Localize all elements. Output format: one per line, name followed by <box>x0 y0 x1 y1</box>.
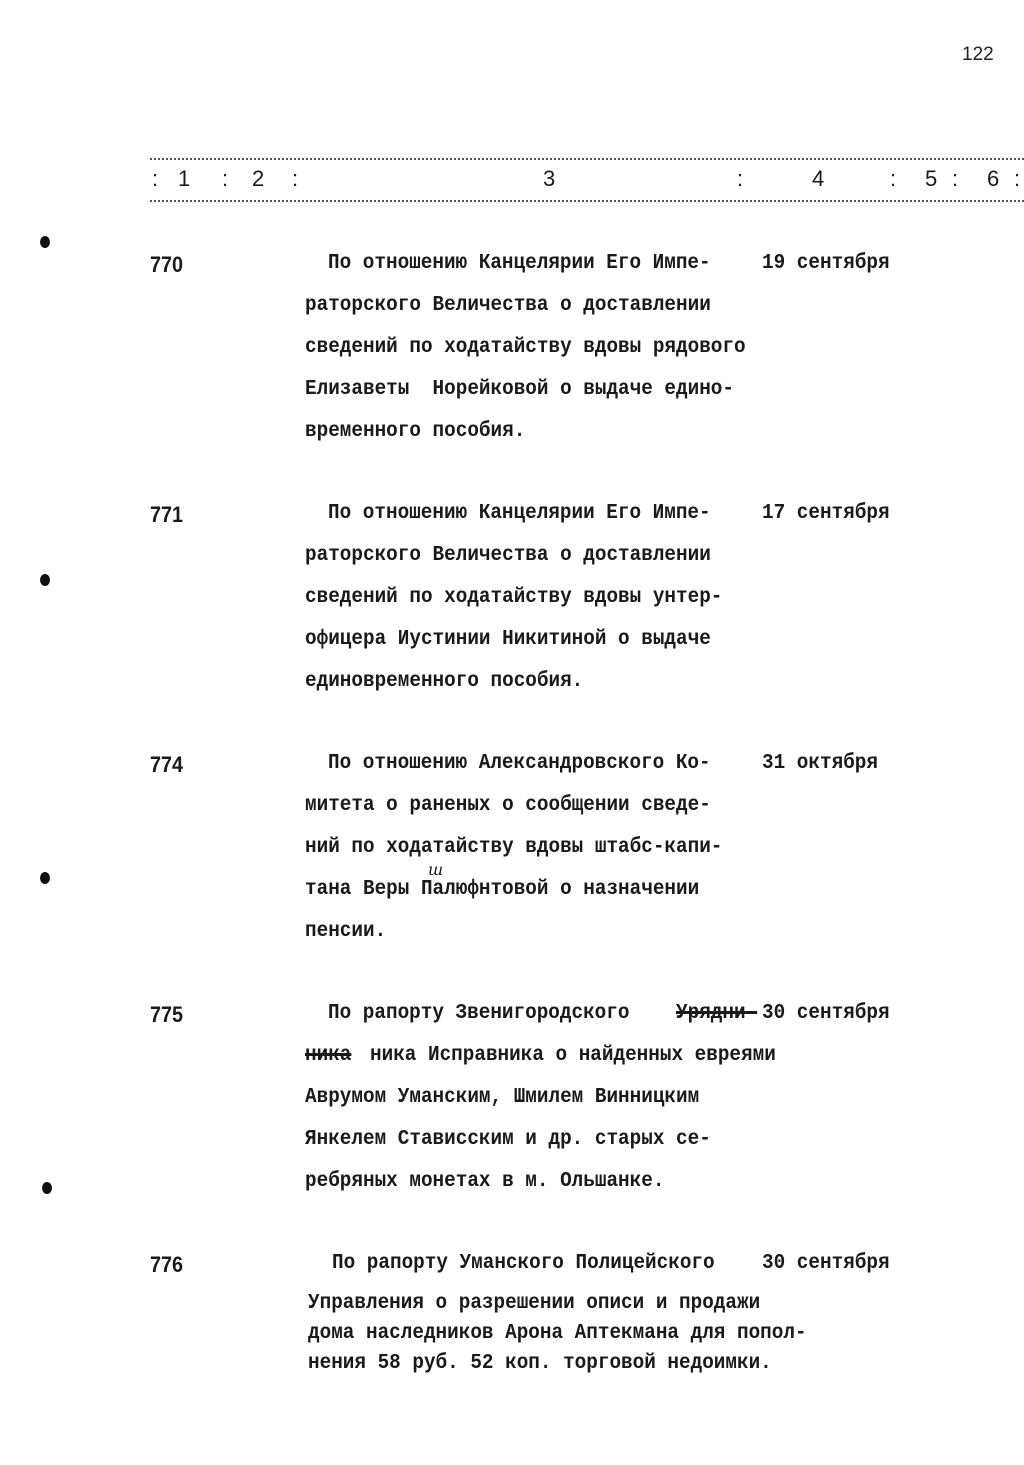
entry-text-line: Елизаветы Норейковой о выдаче едино- <box>305 378 734 401</box>
entry-number: 771 <box>150 502 184 527</box>
binding-hole-mark <box>40 574 50 586</box>
entry-text-line: По отношению Канцелярии Его Импе- <box>328 502 711 525</box>
entry-text-line: раторского Величества о доставлении <box>305 544 711 567</box>
entry-text-line: офицера Иустинии Никитиной о выдаче <box>305 628 711 651</box>
entry-number: 776 <box>150 1252 184 1277</box>
struck-text: ника <box>305 1044 352 1067</box>
entry-number: 774 <box>150 752 184 777</box>
entry-text-line: ника Исправника о найденных евреями <box>370 1044 776 1067</box>
column-separator: : <box>152 166 159 191</box>
entry-date: 30 сентября <box>762 1252 890 1275</box>
column-separator: : <box>737 166 744 191</box>
entry-text-line: Янкелем Стависским и др. старых се- <box>305 1128 711 1151</box>
column-header-4: 4 <box>812 166 825 191</box>
column-separator: : <box>292 166 299 191</box>
handwritten-correction: ш <box>428 860 444 879</box>
entry-text-line: пенсии. <box>305 920 387 943</box>
entry-date: 30 сентября <box>762 1002 890 1025</box>
entry-text-line: По отношению Александровского Ко- <box>328 752 711 775</box>
entry-text-line: сведений по ходатайству вдовы рядового <box>305 336 746 359</box>
header-rule-bottom <box>150 200 1024 202</box>
entry-text-line: По рапорту Уманского Полицейского <box>332 1252 715 1275</box>
column-header-1: 1 <box>178 166 191 191</box>
entry-text-line: По рапорту Звенигородского <box>328 1002 642 1025</box>
entry-text-line: временного пособия. <box>305 420 526 443</box>
column-header-5: 5 <box>925 166 938 191</box>
column-header-6: 6 <box>987 166 1000 191</box>
entry-text-line: дома наследников Арона Аптекмана для попол- <box>308 1322 807 1345</box>
column-header-3: 3 <box>543 166 556 191</box>
binding-hole-mark <box>42 1182 52 1194</box>
entry-text-line: ребряных монетах в м. Ольшанке. <box>305 1170 665 1193</box>
column-separator: : <box>952 166 959 191</box>
entry-text-line: По отношению Канцелярии Его Импе- <box>328 252 711 275</box>
entry-date: 31 октября <box>762 752 878 775</box>
struck-text: Урядни- <box>676 1002 758 1025</box>
entry-text-line: Управления о разрешении описи и продажи <box>308 1292 761 1315</box>
entry-text-line: раторского Величества о доставлении <box>305 294 711 317</box>
entry-text-line: сведений по ходатайству вдовы унтер- <box>305 586 723 609</box>
column-header-2: 2 <box>252 166 265 191</box>
binding-hole-mark <box>40 872 50 884</box>
entry-text-line: ний по ходатайству вдовы штабс-капи- <box>305 836 723 859</box>
entry-date: 17 сентября <box>762 502 890 525</box>
header-rule-top <box>150 158 1024 160</box>
column-separator: : <box>222 166 229 191</box>
entry-text-line: митета о раненых о сообщении сведе- <box>305 794 711 817</box>
page-number: 122 <box>962 44 994 65</box>
binding-hole-mark <box>40 236 50 248</box>
entry-date: 19 сентября <box>762 252 890 275</box>
entry-text-line: Аврумом Уманским, Шмилем Винницким <box>305 1086 700 1109</box>
entry-text-line: единовременного пособия. <box>305 670 584 693</box>
entry-text-line: нения 58 руб. 52 коп. торговой недоимки. <box>308 1352 772 1375</box>
entry-text-line: тана Веры Палюфнтовой о назначении <box>305 878 700 901</box>
entry-number: 775 <box>150 1002 184 1027</box>
column-separator: : <box>890 166 897 191</box>
column-separator: : <box>1014 166 1021 191</box>
entry-number: 770 <box>150 252 184 277</box>
